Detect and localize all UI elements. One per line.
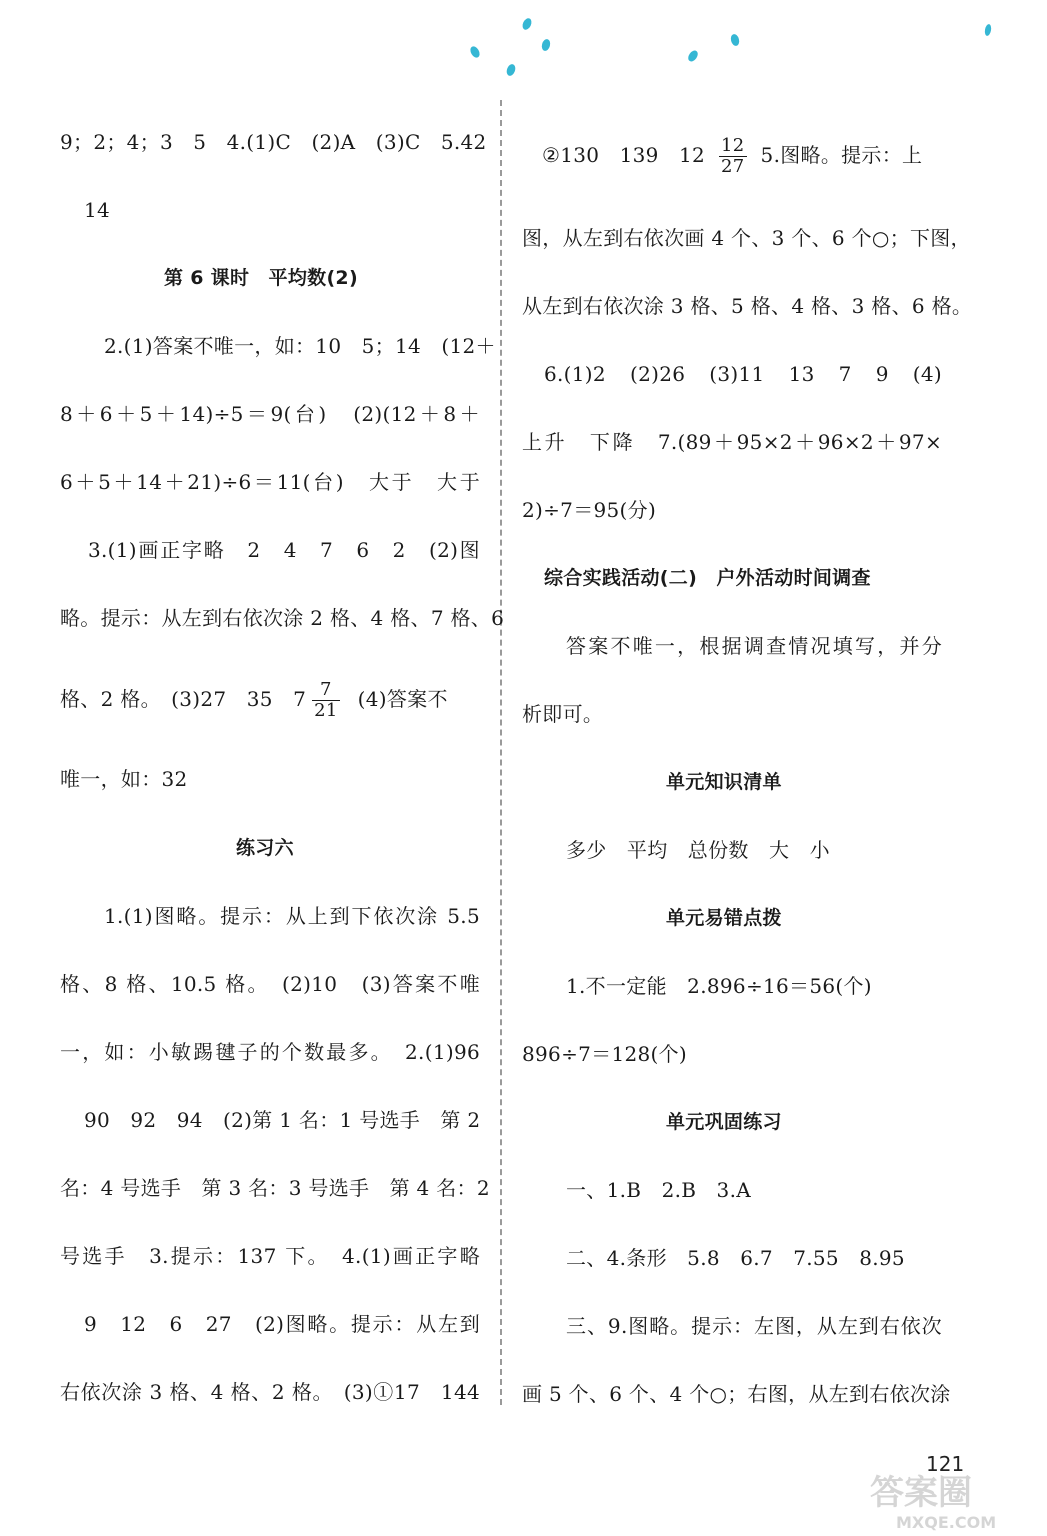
fraction-numerator: 7 [312, 680, 340, 701]
answer-line-with-fraction [60, 674, 448, 724]
answer-line: 多少 平均 总份数 大 小 [566, 838, 830, 862]
fraction [719, 136, 747, 177]
answer-line: 号选手 3.提示：137 下。 4.(1)画正字略 [60, 1244, 480, 1268]
answer-line: 名：4 号选手 第 3 名：3 号选手 第 4 名：2 [60, 1176, 490, 1200]
fraction [312, 680, 340, 721]
answer-line: 从左到右依次涂 3 格、5 格、4 格、3 格、6 格。 [522, 294, 973, 318]
answer-line: 一，如：小敏踢毽子的个数最多。 2.(1)96 [60, 1040, 480, 1064]
answer-line: 3.(1)画正字略 2 4 7 6 2 (2)图 [88, 538, 480, 562]
answer-line: 9 12 6 27 (2)图略。提示：从左到 [84, 1312, 480, 1336]
answer-line: 答案不唯一，根据调查情况填写，并分 [566, 634, 942, 658]
svg-text:答案圈: 答案圈 [870, 1473, 972, 1513]
answer-line: 896÷7＝128(个) [522, 1042, 688, 1066]
svg-text:MXQE.COM: MXQE.COM [896, 1513, 997, 1532]
fraction-denominator: 21 [314, 700, 338, 721]
answer-line: 唯一，如：32 [60, 767, 188, 791]
answer-line: 右依次涂 3 格、4 格、2 格。 (3)①17 144 [60, 1380, 480, 1404]
answer-line: 三、9.图略。提示：左图，从左到右依次 [566, 1314, 942, 1338]
answer-line: 1.不一定能 2.896÷16＝56(个) [566, 974, 872, 998]
answer-line: 画 5 个、6 个、4 个○；右图，从左到右依次涂 [522, 1382, 951, 1406]
section-heading: 综合实践活动(二) 户外活动时间调查 [544, 567, 871, 589]
answer-line-with-fraction [542, 130, 922, 180]
page-number: 121 [926, 1452, 965, 1476]
answer-line: 格、8 格、10.5 格。 (2)10 (3)答案不唯 [60, 972, 480, 996]
answer-line: 6＋5＋14＋21)÷6＝11(台) 大于 大于 [60, 470, 480, 494]
answer-line: 8＋6＋5＋14)÷5＝9(台) (2)(12＋8＋ [60, 402, 480, 426]
answer-line: 90 92 94 (2)第 1 名：1 号选手 第 2 [84, 1108, 481, 1132]
answer-text: 5.图略。提示：上 [760, 143, 923, 167]
fraction-numerator: 12 [721, 135, 745, 156]
answer-line: 2.(1)答案不唯一，如：10 5；14 (12＋ [104, 334, 496, 358]
answer-text: 格、2 格。 (3)27 35 7 [60, 687, 307, 711]
section-heading: 单元巩固练习 [666, 1111, 782, 1133]
answer-line: 9；2；4；3 5 4.(1)C (2)A (3)C 5.42 [60, 130, 487, 154]
answer-line: 1.(1)图略。提示：从上到下依次涂 5.5 [104, 904, 480, 928]
fraction-denominator: 27 [721, 156, 745, 177]
answer-line: 6.(1)2 (2)26 (3)11 13 7 9 (4) [544, 362, 942, 386]
column-divider [500, 100, 502, 1405]
answer-line: 一、1.B 2.B 3.A [566, 1178, 751, 1202]
answer-line: 14 [84, 198, 111, 222]
answer-line: 析即可。 [522, 702, 604, 726]
answer-line: 二、4.条形 5.8 6.7 7.55 8.95 [566, 1246, 905, 1270]
watermark-logo [868, 1470, 1043, 1532]
answer-text: (4)答案不 [357, 687, 448, 711]
decorative-dots [0, 0, 1047, 100]
section-heading: 练习六 [236, 837, 294, 859]
section-heading: 单元易错点拨 [666, 907, 782, 929]
answer-line: 上升 下降 7.(89＋95×2＋96×2＋97× [522, 430, 942, 454]
section-heading: 单元知识清单 [666, 771, 782, 793]
answer-line: 图，从左到右依次画 4 个、3 个、6 个○；下图， [522, 226, 971, 250]
answer-line: 略。提示：从左到右依次涂 2 格、4 格、7 格、6 [60, 606, 505, 630]
answer-line: 2)÷7＝95(分) [522, 498, 657, 522]
answer-text: ②130 139 12 [542, 143, 706, 167]
section-heading: 第 6 课时 平均数(2) [164, 267, 358, 289]
